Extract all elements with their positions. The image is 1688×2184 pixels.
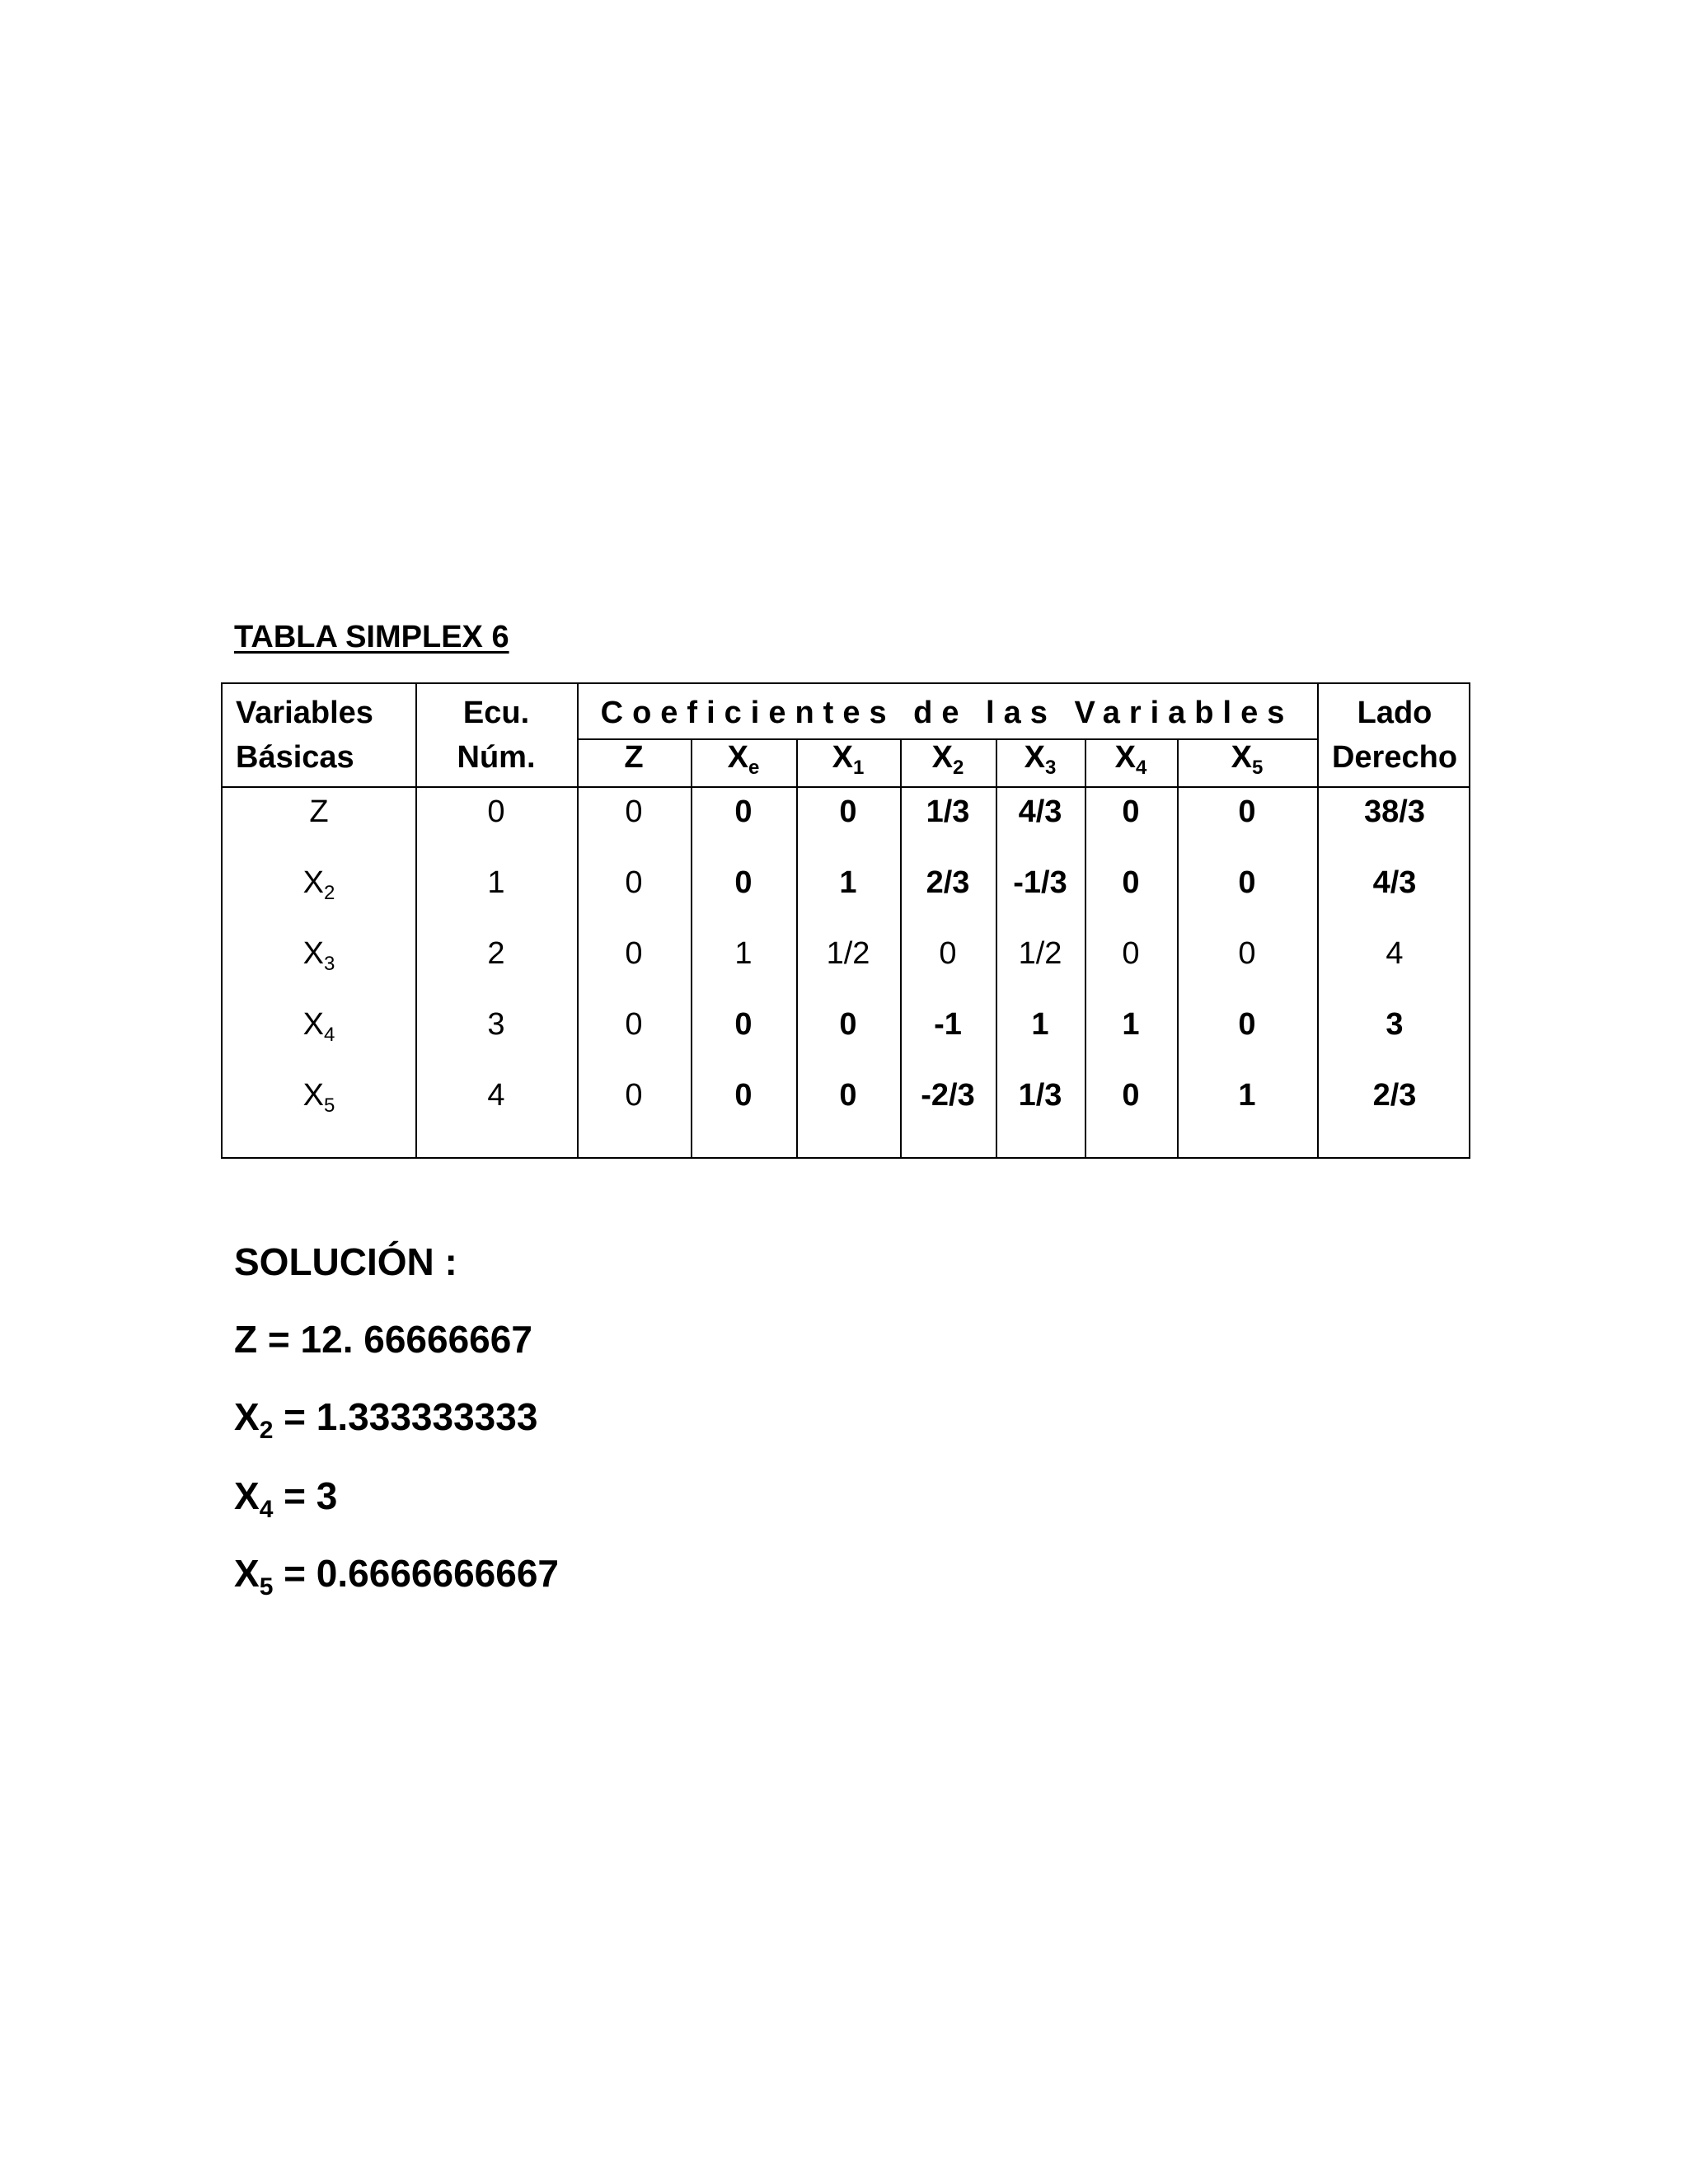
column-divider bbox=[577, 684, 579, 1157]
header-basic-vars: Variables bbox=[236, 696, 373, 730]
coef-cell: 1/3 bbox=[926, 794, 970, 829]
coef-cell: 1 bbox=[734, 936, 753, 971]
row-basic-var: $X_2$ bbox=[302, 865, 335, 904]
coef-cell: 0 bbox=[625, 1078, 643, 1113]
solution-line: $X_4 = 3$ bbox=[234, 1474, 338, 1523]
coef-cell: 0 bbox=[1238, 865, 1256, 900]
row-eq-num: 2 bbox=[487, 936, 505, 971]
header-col-x3: $X_3$ bbox=[1024, 740, 1057, 779]
row-eq-num: 3 bbox=[487, 1007, 505, 1042]
column-divider bbox=[796, 738, 798, 1157]
coef-cell: 1 bbox=[1238, 1078, 1256, 1113]
coef-cell: 0 bbox=[839, 1007, 857, 1042]
coef-cell: 0 bbox=[734, 1078, 753, 1113]
coef-cell: 4/3 bbox=[1018, 794, 1062, 829]
coef-cell: -2/3 bbox=[921, 1078, 975, 1113]
header-eq-num: Núm. bbox=[457, 740, 536, 775]
coef-cell: -1/3 bbox=[1013, 865, 1067, 900]
header-col-xe: $X_e$ bbox=[727, 740, 760, 779]
header-col-z: Z bbox=[624, 740, 644, 775]
coef-cell: 0 bbox=[625, 865, 643, 900]
coef-cell: 2/3 bbox=[926, 865, 970, 900]
coef-cell: 1/2 bbox=[1018, 936, 1062, 971]
coef-cell: 1 bbox=[839, 865, 857, 900]
rhs-cell: 3 bbox=[1386, 1007, 1404, 1042]
coef-cell: 0 bbox=[1238, 936, 1256, 971]
solution-line: $X_2 = 1.333333333$ bbox=[234, 1395, 538, 1444]
coef-cell: 0 bbox=[625, 1007, 643, 1042]
header-col-x5: $X_5$ bbox=[1231, 740, 1264, 779]
coef-cell: 0 bbox=[939, 936, 957, 971]
column-divider bbox=[691, 738, 692, 1157]
rhs-cell: 4 bbox=[1386, 936, 1404, 971]
header-col-x1: $X_1$ bbox=[832, 740, 865, 779]
row-basic-var: $X_3$ bbox=[302, 936, 335, 975]
row-eq-num: 0 bbox=[487, 794, 505, 829]
coef-cell: 1 bbox=[1122, 1007, 1140, 1042]
row-eq-num: 1 bbox=[487, 865, 505, 900]
rhs-cell: 2/3 bbox=[1372, 1078, 1417, 1113]
coef-cell: 0 bbox=[1122, 936, 1140, 971]
coef-cell: 0 bbox=[734, 794, 753, 829]
header-eq-num: Ecu. bbox=[462, 696, 530, 730]
coef-cell: 0 bbox=[625, 794, 643, 829]
coef-cell: 0 bbox=[839, 1078, 857, 1113]
coef-cell: 1/3 bbox=[1018, 1078, 1062, 1113]
coef-cell: 0 bbox=[1238, 794, 1256, 829]
coef-cell: 0 bbox=[625, 936, 643, 971]
row-basic-var: Z bbox=[309, 794, 329, 829]
coef-cell: 0 bbox=[839, 794, 857, 829]
solution-heading: SOLUCIÓN : bbox=[234, 1240, 457, 1283]
solution-line: $X_5 = 0.6666666667$ bbox=[234, 1552, 559, 1601]
rhs-cell: 38/3 bbox=[1364, 794, 1425, 829]
coef-cell: -1 bbox=[934, 1007, 962, 1042]
header-divider bbox=[223, 786, 1469, 788]
rhs-cell: 4/3 bbox=[1372, 865, 1417, 900]
coef-cell: 0 bbox=[1122, 1078, 1140, 1113]
coef-cell: 0 bbox=[1122, 865, 1140, 900]
header-col-x4: $X_4$ bbox=[1114, 740, 1147, 779]
solution-line: Z = 12. 66666667 bbox=[234, 1318, 532, 1361]
header-rhs: Derecho bbox=[1331, 740, 1458, 775]
row-eq-num: 4 bbox=[487, 1078, 505, 1113]
header-coefficients: Coeficientes de las Variables bbox=[600, 696, 1294, 730]
simplex-table bbox=[221, 682, 1470, 1159]
row-basic-var: $X_4$ bbox=[302, 1007, 335, 1046]
coef-cell: 0 bbox=[734, 1007, 753, 1042]
coef-cell: 0 bbox=[1122, 794, 1140, 829]
coef-cell: 1 bbox=[1031, 1007, 1049, 1042]
header-col-x2: $X_2$ bbox=[931, 740, 964, 779]
coef-cell: 0 bbox=[1238, 1007, 1256, 1042]
coef-cell: 0 bbox=[734, 865, 753, 900]
table-title: TABLA SIMPLEX 6 bbox=[234, 620, 509, 654]
header-rhs: Lado bbox=[1357, 696, 1432, 730]
coef-cell: 1/2 bbox=[826, 936, 870, 971]
header-basic-vars: Básicas bbox=[236, 740, 354, 775]
row-basic-var: $X_5$ bbox=[302, 1078, 335, 1117]
